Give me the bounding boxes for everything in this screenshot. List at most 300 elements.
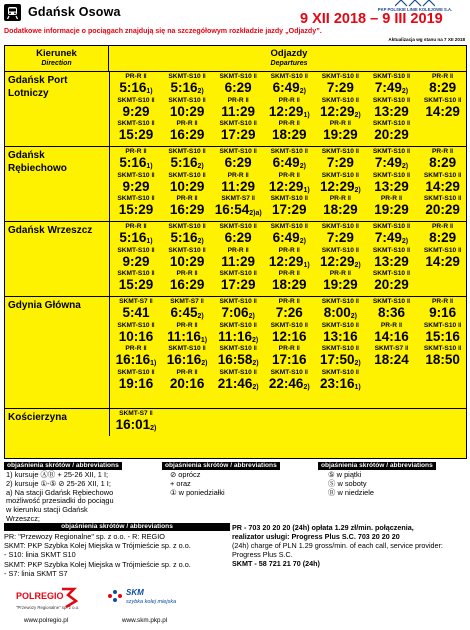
departure-cell [314, 369, 366, 395]
weekday-bars-icon: ‖ [353, 96, 360, 104]
footnote-marker: 2) [197, 163, 204, 170]
weekday-bars-icon: ‖ [405, 96, 411, 104]
departure-time-value: 6:45 [170, 305, 198, 320]
footnote-marker: 1) [303, 261, 310, 269]
train-line-code: SKMT-S10 [219, 345, 252, 352]
departure-time [212, 254, 264, 272]
skm-logo-text: SKM [126, 588, 144, 597]
departure-time-value: 12:29 [320, 103, 355, 119]
polregio-url: www.polregio.pl [24, 617, 69, 624]
legend-item: możliwość przesiadki do pociągu [6, 496, 114, 506]
departure-cell [263, 97, 315, 123]
weekday-bars-icon: ‖ [200, 171, 206, 179]
update-info: Aktualizacja wg stanu na 7 XII 2018 [388, 37, 465, 42]
weekday-bars-icon: ‖ [345, 270, 352, 277]
departure-cell [212, 195, 264, 221]
train-line-code: SKMT-S10 [321, 223, 354, 230]
weekday-bars-icon: ‖ [353, 368, 360, 376]
footnote-marker: 2) [201, 360, 208, 367]
weekday-bars-icon: ‖ [405, 246, 411, 254]
weekday-bars-icon: ‖ [149, 270, 155, 277]
train-line-code: SKMT-S10 [219, 321, 252, 329]
weekday-bars-icon: ‖ [405, 171, 411, 179]
train-line-code: SKMT-S10 [219, 298, 252, 305]
departure-time-value: 16:54 [214, 202, 250, 217]
departure-cell [263, 148, 315, 174]
weekday-bars-icon: ‖ [397, 195, 403, 202]
weekday-bars-icon: ‖ [149, 195, 155, 202]
departure-cell [366, 97, 418, 123]
train-line-code: SKMT-S10 [372, 223, 406, 230]
departure-cell [161, 322, 213, 348]
weekday-bars-icon: ‖ [302, 368, 308, 376]
weekday-bars-icon: ‖ [149, 321, 155, 329]
departure-time-value: 5:16 [119, 80, 147, 95]
train-line-code: SKMT-S10 [321, 321, 354, 329]
departure-time [263, 155, 315, 173]
weekday-bars-icon: ‖ [353, 345, 360, 352]
departure-time [366, 230, 418, 248]
departure-time [110, 155, 162, 173]
train-line-code: SKMT-S10 [117, 195, 150, 202]
departure-cell [417, 73, 467, 99]
departure-time [314, 305, 366, 323]
destination-line: Lotniczy [8, 88, 49, 99]
departure-time [110, 80, 162, 98]
departure-time [110, 127, 162, 145]
departure-cell [366, 172, 418, 198]
footnote-marker: 2) [248, 313, 255, 320]
departure-time [263, 277, 315, 295]
departure-time-value: 12:29 [268, 253, 304, 269]
departure-time-value: 5:16 [170, 230, 198, 245]
footnote-marker: 2) [354, 261, 361, 269]
train-line-code: PR-R [278, 246, 295, 254]
departure-time-value: 18:50 [425, 352, 460, 367]
polregio-logo-text: POLREGIO [16, 591, 64, 601]
train-line-code: SKMT-S10 [423, 96, 457, 104]
contact-line: Progress Plus S.C. [232, 550, 293, 559]
departure-cell [212, 247, 264, 273]
train-line-code: SKMT-S10 [372, 246, 406, 254]
weekday-bars-icon: ‖ [243, 96, 249, 104]
train-line-code: SKMT-S10 [270, 73, 303, 80]
departure-time-value: 15:16 [425, 328, 460, 344]
train-line-code: SKMT-S10 [219, 368, 252, 376]
train-line-code: PR-R [176, 270, 193, 277]
weekday-bars-icon: ‖ [251, 120, 257, 127]
departure-cell [314, 247, 366, 273]
departure-time-value: 7:26 [275, 305, 303, 320]
train-line-code: SKMT-S10 [321, 96, 354, 104]
weekday-bars-icon: ‖ [448, 73, 454, 80]
legend-header-1: objaśnienia skrótów / abbreviations [4, 462, 122, 470]
departure-time-value: 6:49 [272, 80, 300, 95]
departure-time [212, 376, 264, 394]
departure-time-value: 17:29 [220, 277, 256, 292]
legend-header-2: objaśnienia skrótów / abbreviations [162, 462, 280, 470]
departure-cell [314, 345, 366, 371]
departure-time-value: 10:29 [169, 253, 205, 269]
departure-time [366, 80, 418, 98]
departure-cell [314, 172, 366, 198]
departure-cell [212, 369, 264, 395]
departure-time [161, 352, 213, 370]
departure-cell [212, 345, 264, 371]
departure-time-value: 9:29 [122, 103, 150, 119]
departure-time [212, 104, 264, 122]
departure-time [366, 277, 418, 295]
departure-time-value: 19:16 [118, 375, 154, 391]
weekday-bars-icon: ‖ [456, 96, 462, 104]
train-line-code: PR-R [278, 345, 295, 352]
departure-cell [110, 223, 162, 249]
departure-cell [212, 270, 264, 296]
footnote-marker: 2) [251, 336, 259, 344]
legend-item: Ⓢ w soboty [328, 478, 367, 488]
departure-time-value: 20:29 [374, 127, 409, 142]
departure-time [161, 230, 213, 248]
destination-name [8, 299, 81, 312]
departure-time [212, 202, 264, 220]
departure-time [212, 329, 264, 347]
departure-cell [314, 148, 366, 174]
weekday-bars-icon: ‖ [448, 223, 454, 230]
train-line-code: PR-R [431, 298, 449, 305]
train-line-code: PR-R [227, 246, 244, 254]
weekday-bars-icon: ‖ [200, 223, 206, 230]
departure-time [110, 179, 162, 197]
weekday-bars-icon: ‖ [251, 321, 257, 329]
direction-header [5, 46, 109, 71]
departure-time [263, 179, 315, 197]
departure-cell [110, 73, 162, 99]
train-line-code: SKMT-S10 [219, 148, 252, 155]
departure-cell [110, 172, 162, 198]
weekday-bars-icon: ‖ [251, 148, 257, 155]
departure-cell [110, 97, 162, 123]
weekday-bars-icon: ‖ [192, 195, 198, 202]
departure-time-value: 14:29 [425, 103, 460, 119]
footnote-marker: 2) [197, 238, 204, 245]
departure-time [212, 352, 264, 370]
departure-cell [417, 195, 467, 221]
departure-time [263, 329, 315, 347]
footnote-marker: 2) [354, 186, 361, 194]
departure-time [366, 155, 418, 173]
departure-time [417, 329, 467, 347]
weekday-bars-icon: ‖ [302, 73, 308, 80]
departure-cell [212, 322, 264, 348]
weekday-bars-icon: ‖ [141, 223, 147, 230]
weekday-bars-icon: ‖ [251, 270, 257, 277]
weekday-bars-icon: ‖ [149, 171, 155, 179]
departure-time-value: 11:29 [221, 103, 256, 119]
departure-time-value: 7:49 [374, 230, 402, 245]
departure-time-value: 13:16 [323, 328, 358, 344]
direction-header-label-en: Direction [41, 60, 72, 67]
departure-time-value: 22:46 [268, 375, 304, 391]
departure-time [417, 179, 467, 197]
weekday-bars-icon: ‖ [456, 171, 462, 179]
departure-time-value: 19:29 [323, 127, 358, 142]
legend-column-3 [328, 471, 374, 497]
train-line-code: SKMT-S10 [168, 171, 201, 179]
departure-time [212, 277, 264, 295]
departure-time-value: 9:29 [122, 253, 150, 269]
legend-item: Ⓡ w niedziele [328, 487, 375, 497]
departure-time [263, 254, 315, 272]
departure-time-value: 11:16 [218, 328, 252, 344]
departure-time-value: 12:29 [320, 178, 355, 194]
train-line-code: SKMT-S10 [372, 96, 406, 104]
weekday-bars-icon: ‖ [192, 270, 198, 277]
weekday-bars-icon: ‖ [251, 223, 257, 230]
contact-line: SKMT - 58 721 21 70 (24h) [232, 559, 320, 568]
departure-time [161, 80, 213, 98]
departure-cell [366, 298, 418, 324]
group-separator [5, 408, 467, 409]
departure-time [263, 305, 315, 323]
departure-time [110, 352, 162, 370]
destination-name [8, 224, 92, 237]
departure-time [161, 104, 213, 122]
departure-time [417, 352, 467, 370]
departure-time-value: 14:29 [425, 178, 460, 194]
departure-time-value: 5:16 [119, 155, 147, 170]
departure-time [212, 80, 264, 98]
abbreviations-box [4, 523, 230, 581]
train-line-code: PR-R [227, 171, 244, 179]
train-line-code: SKMT-S10 [372, 120, 406, 127]
departure-time [366, 352, 418, 370]
departure-time-value: 7:49 [374, 155, 402, 170]
departure-time-value: 23:16 [320, 375, 355, 391]
weekday-bars-icon: ‖ [353, 246, 360, 254]
departure-time-value: 14:16 [374, 328, 409, 344]
departure-cell [314, 223, 366, 249]
train-line-code: PR-R [278, 298, 295, 305]
weekday-bars-icon: ‖ [456, 345, 462, 352]
departure-cell [417, 223, 467, 249]
departure-cell [161, 120, 213, 146]
departure-time [417, 80, 467, 98]
legend-item: w kierunku stacji Gdańsk [6, 505, 88, 515]
train-line-code: SKMT-S10 [372, 148, 406, 155]
abbreviation-line: SKMT: PKP Szybka Kolej Miejska w Trójmieście sp. z o.o. [4, 541, 191, 551]
departure-cell [161, 195, 213, 221]
departure-time-value: 20:29 [374, 277, 409, 292]
weekday-bars-icon: ‖ [302, 148, 308, 155]
weekday-bars-icon: ‖ [192, 120, 198, 127]
weekday-bars-icon: ‖ [294, 171, 300, 179]
weekday-bars-icon: ‖ [294, 246, 300, 254]
weekday-bars-icon: ‖ [403, 345, 409, 352]
departure-time-value: 20:29 [425, 202, 460, 217]
contact-line: PR - 703 20 20 20 (24h) opłata 1.29 zł/min. połączenia, [232, 523, 414, 532]
departure-time-value: 16:29 [169, 277, 205, 292]
footnote-marker: 2) [299, 163, 306, 170]
departure-time-value: 11:16 [167, 328, 201, 344]
departure-cell [314, 97, 366, 123]
departure-cell [366, 270, 418, 296]
departure-cell [417, 298, 467, 324]
departure-time-value: 7:29 [326, 230, 354, 245]
weekday-bars-icon: ‖ [294, 120, 300, 127]
departure-time-value: 8:36 [377, 305, 406, 320]
departure-cell [263, 223, 315, 249]
departure-time-value: 18:24 [374, 352, 409, 367]
footnote-marker: 1) [146, 163, 153, 170]
departure-time-value: 8:00 [323, 305, 351, 320]
weekday-bars-icon: ‖ [200, 96, 206, 104]
train-line-code: SKMT-S10 [219, 223, 252, 230]
weekday-bars-icon: ‖ [294, 345, 300, 352]
departure-time [110, 230, 162, 248]
departure-time [212, 127, 264, 145]
weekday-bars-icon: ‖ [353, 148, 360, 155]
destination-line: Gdynia Główna [8, 300, 81, 311]
departure-time-value: 12:16 [272, 328, 307, 344]
footnote-marker: 2) [303, 383, 310, 391]
train-line-code: SKMT-S10 [219, 120, 252, 127]
weekday-bars-icon: ‖ [302, 195, 308, 202]
departure-time-value: 19:29 [323, 277, 358, 292]
departure-time-value: 5:16 [170, 155, 198, 170]
departure-cell [314, 73, 366, 99]
departure-cell [263, 73, 315, 99]
footnote-marker: 1) [150, 360, 157, 367]
train-line-code: PR-R [227, 96, 244, 104]
departure-time-value: 16:58 [217, 352, 253, 367]
departure-time [417, 305, 467, 323]
footnote-marker: 2) [197, 88, 204, 95]
weekday-bars-icon: ‖ [149, 368, 155, 376]
departure-time [161, 305, 213, 323]
departures-header [110, 46, 467, 71]
train-line-code: PR-R [176, 120, 193, 127]
weekday-bars-icon: ‖ [147, 410, 153, 417]
legend-item: Wrzeszcz; [6, 513, 40, 523]
departure-time [314, 352, 366, 370]
departure-time-value: 10:16 [118, 328, 154, 344]
footnote-marker: 1) [146, 238, 153, 245]
departure-cell [161, 270, 213, 296]
departures-header-label-en: Departures [270, 60, 308, 67]
departure-time [212, 305, 264, 323]
departure-cell [110, 410, 162, 436]
weekday-bars-icon: ‖ [251, 368, 257, 376]
footnote-marker: 2) [197, 313, 204, 320]
weekday-bars-icon: ‖ [200, 345, 206, 352]
skm-logo [104, 585, 198, 613]
abbreviations-list [4, 532, 191, 578]
departure-time-value: 8:29 [429, 230, 457, 245]
footnote-marker: 2) [401, 163, 409, 170]
departure-time-value: 11:29 [221, 253, 256, 269]
train-line-code: PR-R [125, 148, 142, 155]
departure-time [263, 80, 315, 98]
legend-header-3: objaśnienia skrótów / abbreviations [318, 462, 436, 470]
departure-time [263, 352, 315, 370]
weekday-bars-icon: ‖ [353, 73, 360, 80]
departure-cell [110, 195, 162, 221]
train-line-code: SKMT-S7 [119, 410, 148, 417]
legend-column-2 [170, 471, 225, 497]
weekday-bars-icon: ‖ [405, 270, 411, 277]
weekday-bars-icon: ‖ [353, 321, 360, 329]
footnote-marker: 2) [252, 383, 259, 391]
departure-time-value: 7:29 [326, 80, 354, 95]
weekday-bars-icon: ‖ [448, 298, 454, 305]
departure-time [417, 104, 467, 122]
footnote-marker: 2) [150, 425, 157, 432]
departure-cell [212, 73, 264, 99]
station-name: Gdańsk Osowa [28, 5, 121, 19]
departure-time-value: 13:29 [374, 178, 409, 194]
abbreviation-line: PR: "Przewozy Regionalne" sp. z o.o. - R: REGIO [4, 532, 165, 541]
departure-time-value: 20:16 [169, 375, 205, 391]
departure-time-value: 15:29 [118, 127, 154, 142]
weekday-bars-icon: ‖ [345, 120, 352, 127]
departure-cell [110, 120, 162, 146]
weekday-bars-icon: ‖ [149, 246, 155, 254]
departure-cell [366, 195, 418, 221]
departure-time-value: 7:06 [221, 305, 249, 320]
train-line-code: PR-R [329, 270, 346, 277]
train-line-code: PR-R [176, 368, 193, 376]
departure-cell [366, 148, 418, 174]
departure-time [110, 277, 162, 295]
departure-cell [314, 120, 366, 146]
departure-time [417, 254, 467, 272]
weekday-bars-icon: ‖ [302, 321, 308, 329]
departure-time [212, 230, 264, 248]
weekday-bars-icon: ‖ [249, 195, 256, 202]
destination-name [8, 149, 67, 175]
departure-cell [161, 369, 213, 395]
legend-item: ⑤ w piątki [328, 470, 362, 479]
departure-time-value: 6:29 [224, 230, 252, 245]
train-line-code: SKMT-S10 [219, 270, 252, 277]
train-line-code: PR-R [431, 148, 449, 155]
departure-time-value: 16:16 [115, 352, 151, 367]
departure-time [110, 305, 162, 323]
departure-cell [161, 298, 213, 324]
notice-text: Dodatkowe informacje o pociągach znajdują się na szczegółowym rozkładzie jazdy „Odjazdy”. [4, 27, 322, 35]
departure-cell [212, 298, 264, 324]
weekday-bars-icon: ‖ [405, 223, 411, 230]
departure-cell [161, 148, 213, 174]
departure-time [366, 254, 418, 272]
train-line-code: PR-R [125, 73, 142, 80]
departure-time-value: 6:49 [272, 155, 300, 170]
footnote-marker: 1) [303, 111, 310, 119]
departure-cell [417, 148, 467, 174]
weekday-bars-icon: ‖ [456, 246, 462, 254]
train-line-code: PR-R [278, 270, 295, 277]
train-line-code: PR-R [278, 96, 295, 104]
departure-time [161, 376, 213, 394]
weekday-bars-icon: ‖ [243, 171, 249, 179]
footnote-marker: 2) [350, 313, 358, 320]
legend-item: 1) kursuje ⒶⓇ + 25-26 XII, 1 I; [6, 470, 109, 479]
destination-line: Gdańsk Port [8, 75, 68, 86]
departure-time-value: 21:46 [217, 375, 253, 391]
weekday-bars-icon: ‖ [353, 171, 360, 179]
departures-table [4, 45, 467, 459]
departure-time-value: 18:29 [272, 127, 307, 142]
